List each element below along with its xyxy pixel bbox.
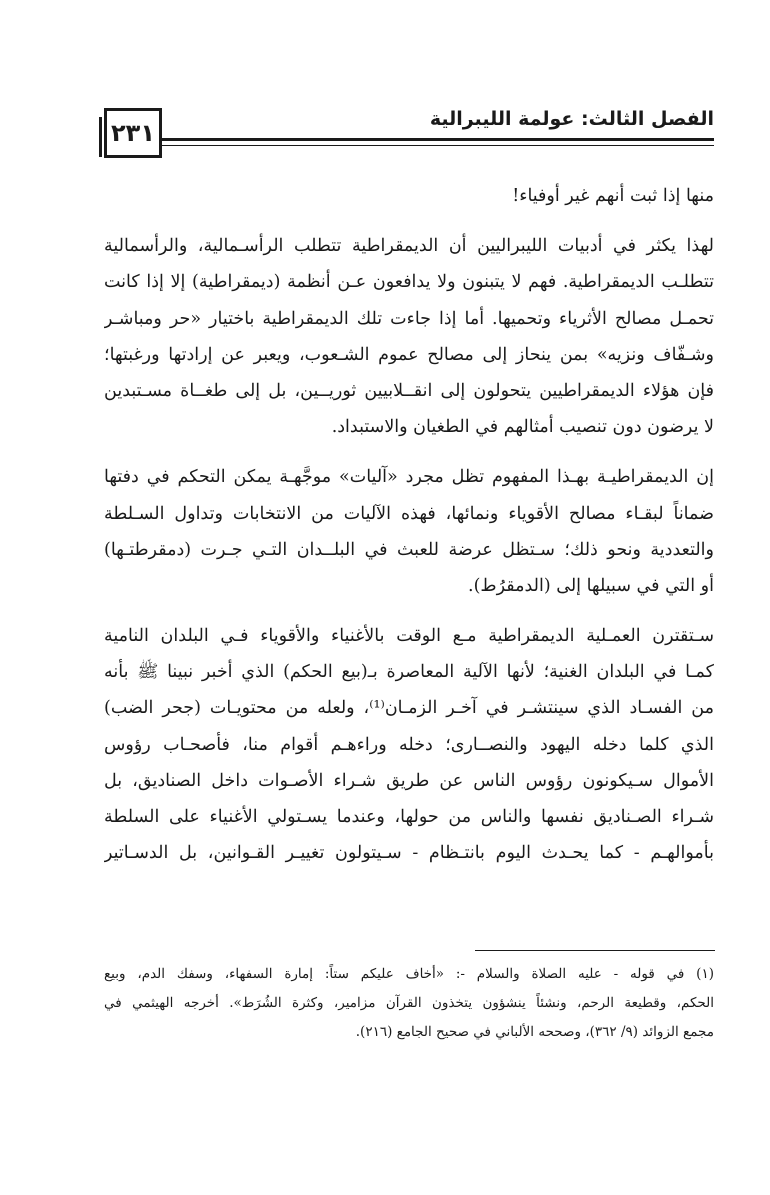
text-line: كمـا في البلدان الغنية؛ لأنها الآلية المعاصرة بـ(بيع الحكم) الذي أخبر نبينا ﷺ بأنه — [104, 662, 714, 683]
text-line: من الفسـاد الذي سينتشـر في آخـر الزمـان⁽¹⁾، ولعله من محتويـات (جحر الضب) — [104, 698, 714, 719]
text-line: أو التي في سبيلها إلى (الدمقرُط). — [468, 575, 714, 596]
footnote-separator — [475, 950, 715, 951]
text-line: تتطلـب الديمقراطية. فهم لا يتبنون ولا يدافعون عـن أنظمة (ديمقراطية) إلا إذا كانت — [104, 272, 714, 293]
text-line: والتعددية ونحو ذلك؛ سـتظل عرضة للعبث في البلــدان التـي جـرت (دمقرطتـها) — [104, 539, 714, 560]
paragraph-4 — [104, 618, 714, 871]
text-line: إن الديمقراطيـة بهـذا المفهوم تظل مجرد «آليات» موجَّهـة يمكن التحكم في دفتها — [104, 467, 714, 488]
footnote-line: (١) في قوله - عليه الصلاة والسلام -: «أخاف عليكم ستاً: إمارة السفهاء، وسفك الدم، وبيع — [104, 966, 714, 982]
text-line: شـراء الصـناديق نفسها والناس من حولها، وعندما يسـتولي الأغنياء على السلطة — [104, 807, 714, 827]
text-line: الذي كلما دخله اليهود والنصــارى؛ دخله وراءهـم أقوام منا، فأصحـاب رؤوس — [104, 734, 714, 755]
paragraph-3 — [104, 459, 714, 604]
text-line: فإن هؤلاء الديمقراطيين يتحولون إلى انقــلابيين ثوريــين، بل إلى طغــاة مسـتبدين — [104, 380, 714, 401]
text-line: وشـفّاف ونزيه» بمن ينحاز إلى مصالح عموم الشـعوب، ويعبر عن إرادتها ورغبتها؛ — [104, 344, 714, 365]
text-line: لا يرضون دون تنصيب أمثالهم في الطغيان والاستبداد. — [331, 417, 714, 438]
text-line: بأموالهـم - كما يحـدث اليوم بانتـظام - سـيتولون تغييـر القـوانين، بل الدسـاتير — [104, 843, 714, 864]
header-rule-thin — [162, 145, 714, 146]
header-rule-thick — [162, 138, 714, 141]
footnotes — [104, 960, 714, 1047]
text-line: الأموال سـيكونون رؤوس الناس عن طريق شـراء الأصـوات داخل الصناديق، بل — [104, 770, 714, 791]
text-line: تحمـل مصالح الأثرياء وتحميها. أما إذا جاءت تلك الديمقراطية باختيار «حر ومباشـر — [104, 308, 714, 329]
text-line: ضماناً لبقـاء مصالح الأقوياء ونمائها، فهذه الآليات من الانتخابات وتداول السـلطة — [104, 503, 714, 524]
page-number: ٢٣١ — [104, 108, 162, 158]
text-line: لهذا يكثر في أدبيات الليبراليين أن الديمقراطية تتطلب الرأسـمالية، والرأسمالية — [104, 236, 714, 257]
body-text — [104, 178, 714, 871]
footnote-line: الحكم، وقطيعة الرحم، ونشئاً ينشؤون يتخذون القرآن مزامير، وكثرة الشُرَط». أخرجه الهيثمي في — [104, 995, 714, 1011]
text-line: سـتقترن العمـلية الديمقراطية مـع الوقت بالأغنياء والأقوياء فـي البلدان النامية — [104, 626, 714, 647]
paragraph-1 — [104, 178, 714, 214]
footnote-line: مجمع الزوائد (٩/ ٣٦٢)، وصححه الألباني في صحيح الجامع (٢١٦). — [355, 1024, 714, 1040]
paragraph-2 — [104, 228, 714, 445]
text-line: منها إذا ثبت أنهم غير أوفياء! — [512, 186, 714, 206]
page-header — [104, 108, 714, 168]
chapter-title: الفصل الثالث: عولمة الليبرالية — [429, 108, 714, 130]
